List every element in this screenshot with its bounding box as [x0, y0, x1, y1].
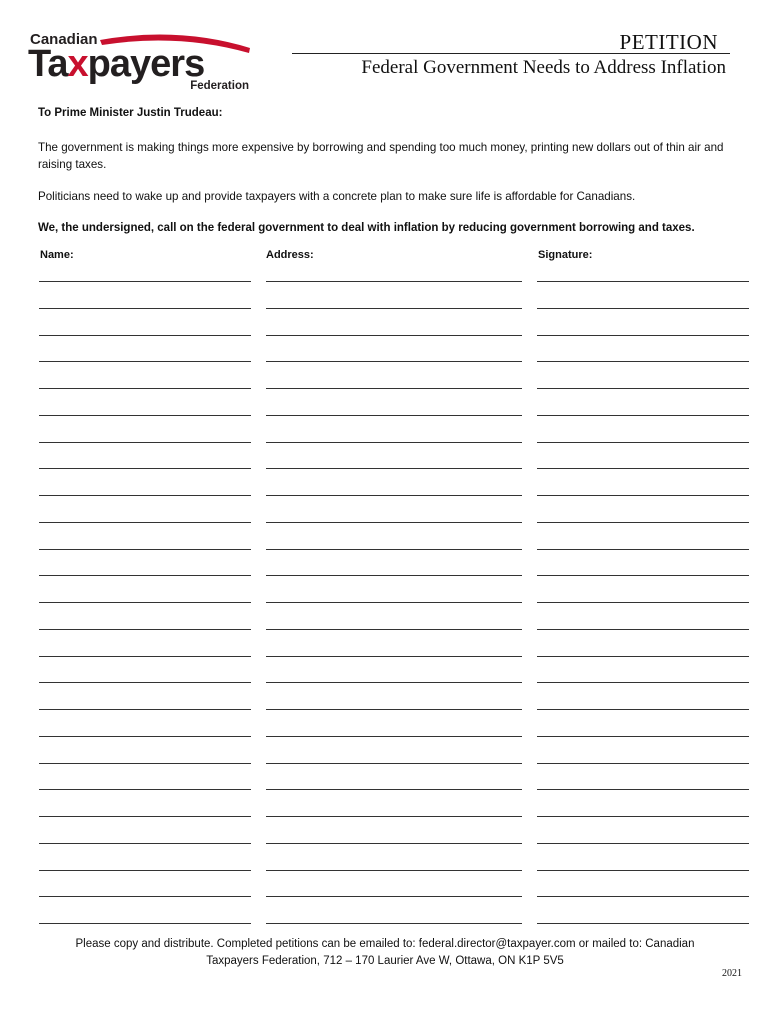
name-line[interactable]: [39, 843, 251, 844]
signature-line[interactable]: [537, 335, 749, 336]
address-line[interactable]: [266, 656, 522, 657]
name-line[interactable]: [39, 923, 251, 924]
address-line[interactable]: [266, 763, 522, 764]
name-line[interactable]: [39, 816, 251, 817]
name-line[interactable]: [39, 575, 251, 576]
signature-line[interactable]: [537, 870, 749, 871]
address-line[interactable]: [266, 602, 522, 603]
name-line[interactable]: [39, 736, 251, 737]
name-column-header: Name:: [40, 249, 74, 261]
signature-line[interactable]: [537, 656, 749, 657]
signature-line[interactable]: [537, 923, 749, 924]
name-line[interactable]: [39, 709, 251, 710]
address-line[interactable]: [266, 281, 522, 282]
ctf-logo-graphic: [28, 28, 252, 92]
signature-line[interactable]: [537, 816, 749, 817]
signature-line[interactable]: [537, 789, 749, 790]
logo-canadian: Canadian: [30, 31, 98, 48]
name-line[interactable]: [39, 468, 251, 469]
petition-title: PETITION: [619, 30, 718, 54]
signature-line[interactable]: [537, 843, 749, 844]
footer-line-2: Taxpayers Federation, 712 – 170 Laurier Ave W, Ottawa, ON K1P 5V5: [206, 955, 564, 967]
address-line[interactable]: [266, 335, 522, 336]
signature-line[interactable]: [537, 896, 749, 897]
signature-line[interactable]: [537, 763, 749, 764]
signature-line[interactable]: [537, 709, 749, 710]
logo-federation: Federation: [190, 80, 249, 92]
year-label: 2021: [722, 968, 742, 979]
signature-line[interactable]: [537, 575, 749, 576]
address-line[interactable]: [266, 789, 522, 790]
paragraph-2: Politicians need to wake up and provide taxpayers with a concrete plan to make sure life is affordable for Canadians.: [38, 190, 636, 203]
signature-line[interactable]: [537, 361, 749, 362]
name-line[interactable]: [39, 495, 251, 496]
signature-line[interactable]: [537, 629, 749, 630]
signature-line[interactable]: [537, 602, 749, 603]
signature-line[interactable]: [537, 736, 749, 737]
name-line[interactable]: [39, 335, 251, 336]
signature-line[interactable]: [537, 415, 749, 416]
logo-taxpayers: Taxpayers: [28, 43, 205, 85]
address-line[interactable]: [266, 870, 522, 871]
signature-line[interactable]: [537, 388, 749, 389]
signature-line[interactable]: [537, 308, 749, 309]
name-line[interactable]: [39, 896, 251, 897]
signature-line[interactable]: [537, 522, 749, 523]
name-line[interactable]: [39, 656, 251, 657]
address-line[interactable]: [266, 308, 522, 309]
petition-subtitle: Federal Government Needs to Address Inflation: [361, 57, 726, 78]
signature-line[interactable]: [537, 549, 749, 550]
name-line[interactable]: [39, 549, 251, 550]
address-line[interactable]: [266, 549, 522, 550]
address-line[interactable]: [266, 816, 522, 817]
address-column-header: Address:: [266, 249, 314, 261]
name-line[interactable]: [39, 870, 251, 871]
address-line[interactable]: [266, 415, 522, 416]
name-line[interactable]: [39, 442, 251, 443]
name-line[interactable]: [39, 789, 251, 790]
signature-line[interactable]: [537, 495, 749, 496]
ctf-logo: [28, 28, 252, 92]
address-line[interactable]: [266, 736, 522, 737]
name-line[interactable]: [39, 629, 251, 630]
address-line[interactable]: [266, 361, 522, 362]
address-line[interactable]: [266, 495, 522, 496]
name-line[interactable]: [39, 415, 251, 416]
name-line[interactable]: [39, 682, 251, 683]
footer: [40, 936, 730, 970]
address-line[interactable]: [266, 843, 522, 844]
address-line[interactable]: [266, 682, 522, 683]
signature-line[interactable]: [537, 281, 749, 282]
address-line[interactable]: [266, 629, 522, 630]
footer-line-1: Please copy and distribute. Completed petitions can be emailed to: federal.director@taxpayer.com or mailed to: Canadian: [75, 938, 695, 950]
address-line[interactable]: [266, 896, 522, 897]
address-line[interactable]: [266, 442, 522, 443]
signature-column-header: Signature:: [538, 249, 593, 261]
paragraph-1: The government is making things more expensive by borrowing and spending too much money, printing new dollars out of thin air and raising taxes.: [38, 141, 724, 171]
address-line[interactable]: [266, 923, 522, 924]
signature-line[interactable]: [537, 442, 749, 443]
name-line[interactable]: [39, 522, 251, 523]
name-line[interactable]: [39, 388, 251, 389]
signature-line[interactable]: [537, 468, 749, 469]
name-line[interactable]: [39, 361, 251, 362]
salutation: To Prime Minister Justin Trudeau:: [38, 107, 223, 119]
name-line[interactable]: [39, 308, 251, 309]
petition-statement: We, the undersigned, call on the federal government to deal with inflation by reducing government borrowing and taxes.: [38, 222, 695, 234]
name-line[interactable]: [39, 602, 251, 603]
address-line[interactable]: [266, 388, 522, 389]
address-line[interactable]: [266, 522, 522, 523]
title-divider: [292, 53, 730, 54]
address-line[interactable]: [266, 468, 522, 469]
name-line[interactable]: [39, 763, 251, 764]
address-line[interactable]: [266, 575, 522, 576]
name-line[interactable]: [39, 281, 251, 282]
address-line[interactable]: [266, 709, 522, 710]
signature-line[interactable]: [537, 682, 749, 683]
